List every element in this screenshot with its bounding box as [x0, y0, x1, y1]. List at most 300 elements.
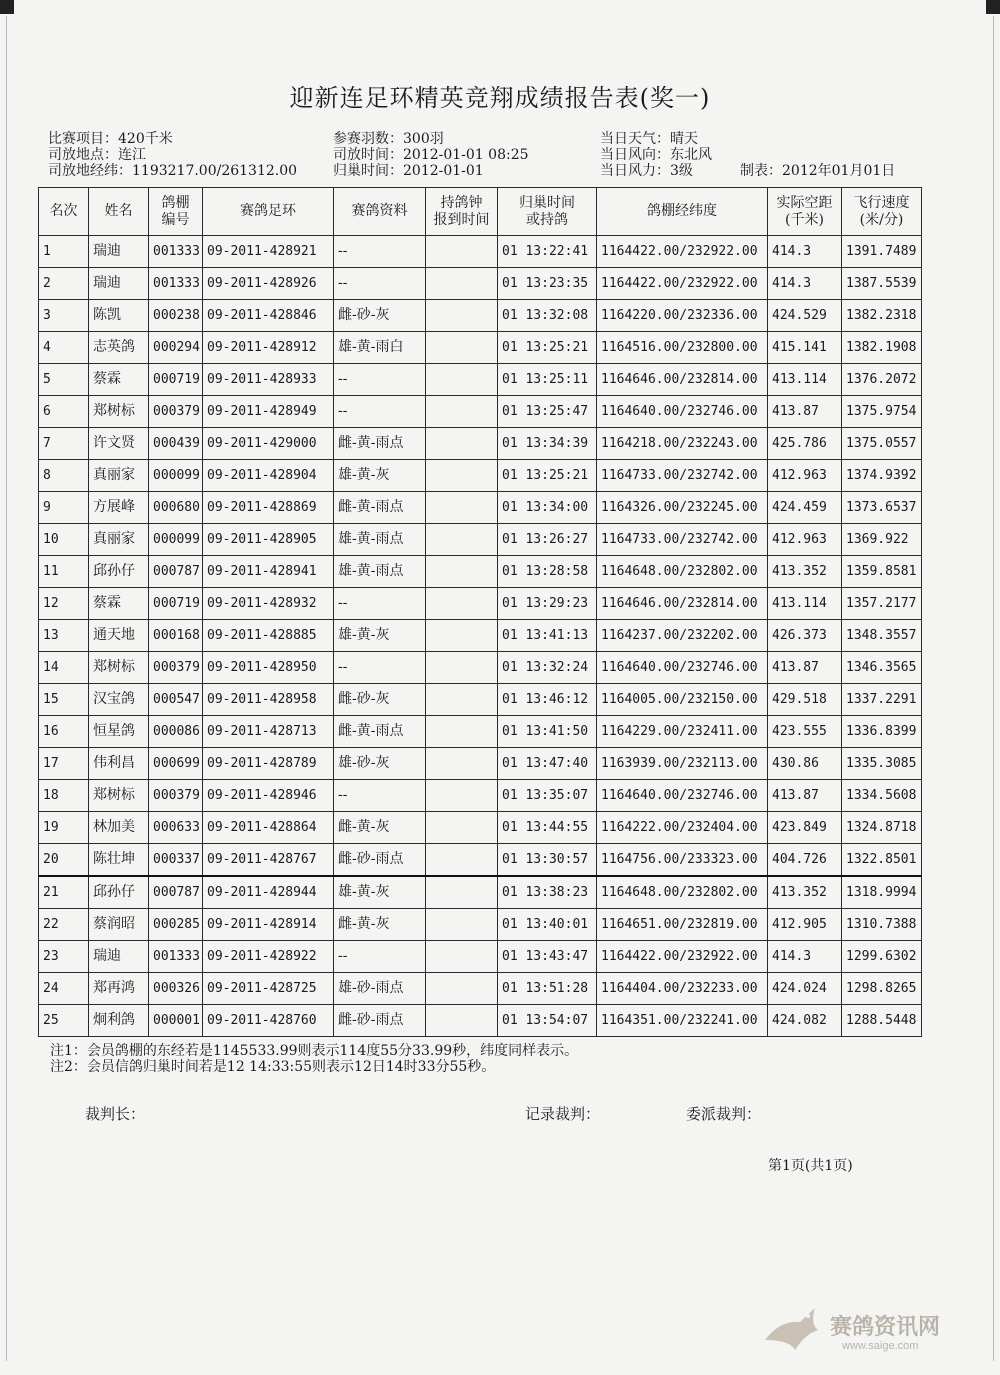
meta-release-time: 司放时间：2012-01-01 08:25 — [333, 147, 529, 163]
meta-column-weather — [600, 131, 712, 179]
cell-rank: 5 — [39, 364, 89, 396]
table-row — [39, 780, 922, 812]
table-row — [39, 364, 922, 396]
cell-bird-info: 雄-黄-雨白 — [334, 332, 426, 364]
cell-rank: 19 — [39, 812, 89, 844]
cell-owner-name: 陈壮坤 — [89, 844, 149, 877]
results-table — [38, 187, 922, 1037]
cell-loft-coords: 1164404.00/232233.00 — [597, 973, 768, 1005]
table-row — [39, 268, 922, 300]
column-header: 鸽棚经纬度 — [597, 188, 768, 236]
cell-owner-name: 瑞迪 — [89, 236, 149, 268]
cell-bird-info: 雄-黄-灰 — [334, 876, 426, 909]
cell-distance: 414.3 — [768, 268, 842, 300]
column-header: 姓名 — [89, 188, 149, 236]
cell-loft-id: 000326 — [149, 973, 203, 1005]
cell-arrival-time: 01 13:35:07 — [498, 780, 597, 812]
cell-loft-id: 001333 — [149, 236, 203, 268]
cell-speed: 1373.6537 — [842, 492, 922, 524]
meta-weather: 当日天气：晴天 — [600, 131, 698, 147]
cell-rank: 15 — [39, 684, 89, 716]
cell-arrival-time: 01 13:23:35 — [498, 268, 597, 300]
meta-release-place: 司放地点：连江 — [48, 147, 146, 163]
cell-clock-time — [426, 973, 498, 1005]
cell-arrival-time: 01 13:46:12 — [498, 684, 597, 716]
cell-distance: 425.786 — [768, 428, 842, 460]
cell-speed: 1376.2072 — [842, 364, 922, 396]
cell-clock-time — [426, 844, 498, 877]
meta-column-times — [333, 131, 529, 179]
cell-distance: 415.141 — [768, 332, 842, 364]
cell-speed: 1310.7388 — [842, 909, 922, 941]
cell-ring-number: 09-2011-428941 — [203, 556, 334, 588]
cell-rank: 9 — [39, 492, 89, 524]
cell-bird-info: 雄-黄-雨点 — [334, 556, 426, 588]
cell-clock-time — [426, 492, 498, 524]
table-row — [39, 876, 922, 909]
cell-bird-info: 雌-砂-灰 — [334, 300, 426, 332]
cell-clock-time — [426, 620, 498, 652]
cell-speed: 1369.922 — [842, 524, 922, 556]
watermark-url: www.saige.com — [842, 1340, 919, 1352]
cell-arrival-time: 01 13:51:28 — [498, 973, 597, 1005]
cell-loft-coords: 1164733.00/232742.00 — [597, 524, 768, 556]
table-row — [39, 524, 922, 556]
cell-bird-info: -- — [334, 652, 426, 684]
table-row — [39, 716, 922, 748]
cell-speed: 1348.3557 — [842, 620, 922, 652]
report-title: 迎新连足环精英竞翔成绩报告表(奖一) — [289, 84, 711, 112]
cell-clock-time — [426, 780, 498, 812]
column-header: 赛鸽足环 — [203, 188, 334, 236]
cell-loft-coords: 1164351.00/232241.00 — [597, 1005, 768, 1037]
table-row — [39, 588, 922, 620]
cell-loft-id: 000168 — [149, 620, 203, 652]
cell-owner-name: 蔡霖 — [89, 588, 149, 620]
cell-bird-info: 雄-砂-雨点 — [334, 973, 426, 1005]
cell-owner-name: 伟利昌 — [89, 748, 149, 780]
cell-owner-name: 恒星鸽 — [89, 716, 149, 748]
cell-bird-info: 雌-黄-雨点 — [334, 492, 426, 524]
cell-clock-time — [426, 236, 498, 268]
cell-ring-number: 09-2011-428958 — [203, 684, 334, 716]
cell-distance: 413.87 — [768, 396, 842, 428]
column-header: 持鸽钟 报到时间 — [426, 188, 498, 236]
cell-ring-number: 09-2011-428713 — [203, 716, 334, 748]
cell-rank: 22 — [39, 909, 89, 941]
cell-loft-id: 001333 — [149, 268, 203, 300]
cell-distance: 413.114 — [768, 364, 842, 396]
table-row — [39, 652, 922, 684]
cell-speed: 1382.2318 — [842, 300, 922, 332]
cell-rank: 20 — [39, 844, 89, 877]
cell-arrival-time: 01 13:25:21 — [498, 460, 597, 492]
cell-owner-name: 瑞迪 — [89, 268, 149, 300]
cell-loft-id: 000379 — [149, 780, 203, 812]
meta-race-item: 比赛项目：420千米 — [48, 131, 173, 147]
cell-loft-coords: 1164222.00/232404.00 — [597, 812, 768, 844]
cell-clock-time — [426, 941, 498, 973]
cell-loft-coords: 1164646.00/232814.00 — [597, 588, 768, 620]
cell-bird-info: 雌-砂-雨点 — [334, 844, 426, 877]
meta-wind-force: 当日风力：3级 — [600, 163, 693, 179]
cell-bird-info: 雌-砂-雨点 — [334, 1005, 426, 1037]
cell-arrival-time: 01 13:34:00 — [498, 492, 597, 524]
cell-bird-info: -- — [334, 396, 426, 428]
cell-clock-time — [426, 524, 498, 556]
cell-loft-id: 000086 — [149, 716, 203, 748]
cell-ring-number: 09-2011-428944 — [203, 876, 334, 909]
cell-ring-number: 09-2011-428926 — [203, 268, 334, 300]
cell-distance: 412.963 — [768, 460, 842, 492]
cell-loft-id: 000379 — [149, 652, 203, 684]
cell-loft-id: 000099 — [149, 460, 203, 492]
table-row — [39, 236, 922, 268]
meta-return-time: 归巢时间：2012-01-01 — [333, 163, 484, 179]
meta-entries: 参赛羽数：300羽 — [333, 131, 444, 147]
cell-ring-number: 09-2011-428905 — [203, 524, 334, 556]
cell-arrival-time: 01 13:25:47 — [498, 396, 597, 428]
cell-rank: 13 — [39, 620, 89, 652]
footnote-1: 注1：会员鸽棚的东经若是1145533.99则表示114度55分33.99秒，纬度同样表示。 — [50, 1043, 579, 1059]
cell-ring-number: 09-2011-428767 — [203, 844, 334, 877]
column-header: 赛鸽资料 — [334, 188, 426, 236]
cell-bird-info: 雌-黄-雨点 — [334, 428, 426, 460]
cell-bird-info: 雄-砂-灰 — [334, 748, 426, 780]
cell-bird-info: 雌-砂-灰 — [334, 684, 426, 716]
cell-bird-info: 雌-黄-灰 — [334, 812, 426, 844]
cell-owner-name: 汉宝鸽 — [89, 684, 149, 716]
cell-bird-info: 雄-黄-雨点 — [334, 524, 426, 556]
cell-rank: 1 — [39, 236, 89, 268]
cell-loft-coords: 1164648.00/232802.00 — [597, 556, 768, 588]
cell-loft-coords: 1164640.00/232746.00 — [597, 396, 768, 428]
cell-clock-time — [426, 748, 498, 780]
cell-distance: 413.87 — [768, 652, 842, 684]
cell-rank: 2 — [39, 268, 89, 300]
cell-speed: 1337.2291 — [842, 684, 922, 716]
cell-arrival-time: 01 13:30:57 — [498, 844, 597, 877]
cell-loft-coords: 1164005.00/232150.00 — [597, 684, 768, 716]
cell-rank: 12 — [39, 588, 89, 620]
cell-speed: 1318.9994 — [842, 876, 922, 909]
cell-loft-id: 000680 — [149, 492, 203, 524]
meta-wind-direction: 当日风向：东北风 — [600, 147, 712, 163]
cell-loft-id: 000238 — [149, 300, 203, 332]
cell-distance: 423.849 — [768, 812, 842, 844]
cell-arrival-time: 01 13:40:01 — [498, 909, 597, 941]
cell-ring-number: 09-2011-428725 — [203, 973, 334, 1005]
column-header: 飞行速度 (米/分) — [842, 188, 922, 236]
cell-loft-coords: 1164640.00/232746.00 — [597, 652, 768, 684]
cell-arrival-time: 01 13:38:23 — [498, 876, 597, 909]
cell-distance: 413.114 — [768, 588, 842, 620]
cell-rank: 4 — [39, 332, 89, 364]
cell-ring-number: 09-2011-428922 — [203, 941, 334, 973]
cell-arrival-time: 01 13:41:50 — [498, 716, 597, 748]
cell-speed: 1336.8399 — [842, 716, 922, 748]
cell-arrival-time: 01 13:41:13 — [498, 620, 597, 652]
cell-distance: 404.726 — [768, 844, 842, 877]
cell-ring-number: 09-2011-428933 — [203, 364, 334, 396]
cell-ring-number: 09-2011-428921 — [203, 236, 334, 268]
cell-speed: 1334.5608 — [842, 780, 922, 812]
table-row — [39, 428, 922, 460]
cell-loft-coords: 1164646.00/232814.00 — [597, 364, 768, 396]
cell-bird-info: 雄-黄-灰 — [334, 460, 426, 492]
cell-loft-coords: 1164422.00/232922.00 — [597, 941, 768, 973]
cell-arrival-time: 01 13:54:07 — [498, 1005, 597, 1037]
cell-arrival-time: 01 13:32:08 — [498, 300, 597, 332]
meta-made-date: 制表：2012年01月01日 — [740, 163, 896, 179]
cell-loft-id: 000285 — [149, 909, 203, 941]
table-row — [39, 460, 922, 492]
cell-bird-info: -- — [334, 780, 426, 812]
cell-loft-id: 000787 — [149, 556, 203, 588]
cell-distance: 414.3 — [768, 941, 842, 973]
cell-speed: 1322.8501 — [842, 844, 922, 877]
cell-rank: 25 — [39, 1005, 89, 1037]
cell-arrival-time: 01 13:47:40 — [498, 748, 597, 780]
table-row — [39, 909, 922, 941]
cell-clock-time — [426, 428, 498, 460]
table-row — [39, 620, 922, 652]
scan-edge-line — [993, 16, 994, 1361]
cell-loft-id: 000001 — [149, 1005, 203, 1037]
cell-rank: 18 — [39, 780, 89, 812]
cell-clock-time — [426, 556, 498, 588]
cell-ring-number: 09-2011-428869 — [203, 492, 334, 524]
cell-rank: 6 — [39, 396, 89, 428]
cell-distance: 414.3 — [768, 236, 842, 268]
cell-clock-time — [426, 716, 498, 748]
cell-arrival-time: 01 13:25:11 — [498, 364, 597, 396]
meta-release-coords: 司放地经纬：1193217.00/261312.00 — [48, 163, 298, 179]
cell-loft-coords: 1164516.00/232800.00 — [597, 332, 768, 364]
cell-loft-coords: 1164733.00/232742.00 — [597, 460, 768, 492]
cell-bird-info: -- — [334, 236, 426, 268]
cell-loft-id: 000719 — [149, 364, 203, 396]
cell-ring-number: 09-2011-428914 — [203, 909, 334, 941]
table-row — [39, 973, 922, 1005]
cell-rank: 8 — [39, 460, 89, 492]
cell-rank: 16 — [39, 716, 89, 748]
cell-ring-number: 09-2011-429000 — [203, 428, 334, 460]
cell-clock-time — [426, 652, 498, 684]
cell-clock-time — [426, 1005, 498, 1037]
scan-edge-line — [6, 16, 7, 1361]
cell-loft-id: 000547 — [149, 684, 203, 716]
meta-column-race — [48, 131, 297, 179]
cell-loft-coords: 1164422.00/232922.00 — [597, 236, 768, 268]
cell-owner-name: 方展峰 — [89, 492, 149, 524]
table-body — [39, 236, 922, 1037]
cell-owner-name: 蔡润昭 — [89, 909, 149, 941]
cell-distance: 430.86 — [768, 748, 842, 780]
table-header-row — [39, 188, 922, 236]
cell-owner-name: 真丽家 — [89, 524, 149, 556]
cell-ring-number: 09-2011-428932 — [203, 588, 334, 620]
table-row — [39, 748, 922, 780]
cell-rank: 3 — [39, 300, 89, 332]
cell-owner-name: 邱孙仔 — [89, 556, 149, 588]
cell-speed: 1357.2177 — [842, 588, 922, 620]
cell-ring-number: 09-2011-428949 — [203, 396, 334, 428]
cell-arrival-time: 01 13:26:27 — [498, 524, 597, 556]
cell-bird-info: -- — [334, 941, 426, 973]
cell-ring-number: 09-2011-428789 — [203, 748, 334, 780]
cell-loft-id: 000787 — [149, 876, 203, 909]
cell-speed: 1335.3085 — [842, 748, 922, 780]
cell-speed: 1299.6302 — [842, 941, 922, 973]
cell-bird-info: 雌-黄-雨点 — [334, 716, 426, 748]
column-header: 实际空距 (千米) — [768, 188, 842, 236]
cell-clock-time — [426, 300, 498, 332]
cell-speed: 1346.3565 — [842, 652, 922, 684]
recorder-judge-signature: 记录裁判： — [525, 1105, 601, 1123]
cell-distance: 423.555 — [768, 716, 842, 748]
cell-owner-name: 林加美 — [89, 812, 149, 844]
cell-loft-coords: 1164648.00/232802.00 — [597, 876, 768, 909]
cell-speed: 1375.0557 — [842, 428, 922, 460]
column-header: 鸽棚 编号 — [149, 188, 203, 236]
cell-distance: 426.373 — [768, 620, 842, 652]
cell-distance: 413.352 — [768, 556, 842, 588]
cell-owner-name: 郑树标 — [89, 396, 149, 428]
cell-owner-name: 邱孙仔 — [89, 876, 149, 909]
chief-judge-signature: 裁判长： — [85, 1105, 146, 1123]
cell-owner-name: 陈凯 — [89, 300, 149, 332]
table-row — [39, 844, 922, 877]
cell-ring-number: 09-2011-428946 — [203, 780, 334, 812]
cell-bird-info: -- — [334, 268, 426, 300]
cell-speed: 1391.7489 — [842, 236, 922, 268]
cell-arrival-time: 01 13:25:21 — [498, 332, 597, 364]
cell-ring-number: 09-2011-428885 — [203, 620, 334, 652]
table-row — [39, 492, 922, 524]
cell-loft-id: 001333 — [149, 941, 203, 973]
cell-loft-id: 000699 — [149, 748, 203, 780]
cell-clock-time — [426, 588, 498, 620]
cell-distance: 424.459 — [768, 492, 842, 524]
cell-speed: 1382.1908 — [842, 332, 922, 364]
cell-loft-id: 000379 — [149, 396, 203, 428]
cell-clock-time — [426, 332, 498, 364]
cell-loft-coords: 1164422.00/232922.00 — [597, 268, 768, 300]
cell-clock-time — [426, 812, 498, 844]
cell-bird-info: 雄-黄-灰 — [334, 620, 426, 652]
table-row — [39, 556, 922, 588]
cell-owner-name: 炯利鸽 — [89, 1005, 149, 1037]
footnotes — [50, 1043, 578, 1075]
cell-distance: 413.87 — [768, 780, 842, 812]
cell-rank: 10 — [39, 524, 89, 556]
cell-owner-name: 许文贤 — [89, 428, 149, 460]
table-row — [39, 812, 922, 844]
watermark — [760, 1300, 970, 1360]
cell-loft-coords: 1164218.00/232243.00 — [597, 428, 768, 460]
cell-ring-number: 09-2011-428950 — [203, 652, 334, 684]
cell-rank: 14 — [39, 652, 89, 684]
cell-clock-time — [426, 268, 498, 300]
cell-bird-info: -- — [334, 588, 426, 620]
cell-arrival-time: 01 13:44:55 — [498, 812, 597, 844]
cell-owner-name: 志英鸽 — [89, 332, 149, 364]
cell-clock-time — [426, 876, 498, 909]
cell-arrival-time: 01 13:28:58 — [498, 556, 597, 588]
cell-owner-name: 蔡霖 — [89, 364, 149, 396]
column-header: 归巢时间 或持鸽 — [498, 188, 597, 236]
cell-rank: 23 — [39, 941, 89, 973]
cell-bird-info: 雌-黄-灰 — [334, 909, 426, 941]
delegate-judge-signature: 委派裁判： — [686, 1105, 762, 1123]
scan-corner-mark — [986, 0, 1000, 14]
cell-distance: 424.082 — [768, 1005, 842, 1037]
cell-clock-time — [426, 909, 498, 941]
cell-loft-coords: 1163939.00/232113.00 — [597, 748, 768, 780]
scan-corner-mark — [0, 0, 14, 14]
cell-speed: 1288.5448 — [842, 1005, 922, 1037]
table-row — [39, 396, 922, 428]
cell-distance: 413.352 — [768, 876, 842, 909]
cell-arrival-time: 01 13:22:41 — [498, 236, 597, 268]
cell-loft-coords: 1164651.00/232819.00 — [597, 909, 768, 941]
watermark-text: 赛鸽资讯网 — [830, 1314, 941, 1339]
cell-loft-coords: 1164640.00/232746.00 — [597, 780, 768, 812]
table-row — [39, 332, 922, 364]
cell-ring-number: 09-2011-428904 — [203, 460, 334, 492]
cell-loft-id: 000633 — [149, 812, 203, 844]
cell-bird-info: -- — [334, 364, 426, 396]
cell-speed: 1298.8265 — [842, 973, 922, 1005]
cell-owner-name: 郑再鸿 — [89, 973, 149, 1005]
table-row — [39, 941, 922, 973]
cell-speed: 1375.9754 — [842, 396, 922, 428]
page-number: 第1页(共1页) — [768, 1158, 853, 1174]
cell-loft-id: 000719 — [149, 588, 203, 620]
cell-loft-coords: 1164229.00/232411.00 — [597, 716, 768, 748]
cell-arrival-time: 01 13:43:47 — [498, 941, 597, 973]
cell-loft-coords: 1164756.00/233323.00 — [597, 844, 768, 877]
cell-distance: 412.963 — [768, 524, 842, 556]
cell-distance: 429.518 — [768, 684, 842, 716]
cell-speed: 1387.5539 — [842, 268, 922, 300]
cell-loft-id: 000439 — [149, 428, 203, 460]
cell-owner-name: 通天地 — [89, 620, 149, 652]
column-header: 名次 — [39, 188, 89, 236]
cell-arrival-time: 01 13:34:39 — [498, 428, 597, 460]
cell-speed: 1359.8581 — [842, 556, 922, 588]
cell-loft-coords: 1164237.00/232202.00 — [597, 620, 768, 652]
cell-rank: 7 — [39, 428, 89, 460]
cell-distance: 424.529 — [768, 300, 842, 332]
cell-rank: 24 — [39, 973, 89, 1005]
cell-loft-coords: 1164220.00/232336.00 — [597, 300, 768, 332]
cell-distance: 412.905 — [768, 909, 842, 941]
cell-ring-number: 09-2011-428846 — [203, 300, 334, 332]
cell-distance: 424.024 — [768, 973, 842, 1005]
cell-speed: 1374.9392 — [842, 460, 922, 492]
cell-rank: 17 — [39, 748, 89, 780]
pigeon-logo-icon — [760, 1300, 830, 1358]
cell-speed: 1324.8718 — [842, 812, 922, 844]
cell-owner-name: 真丽家 — [89, 460, 149, 492]
cell-clock-time — [426, 460, 498, 492]
cell-loft-id: 000337 — [149, 844, 203, 877]
cell-clock-time — [426, 684, 498, 716]
cell-clock-time — [426, 396, 498, 428]
cell-arrival-time: 01 13:32:24 — [498, 652, 597, 684]
